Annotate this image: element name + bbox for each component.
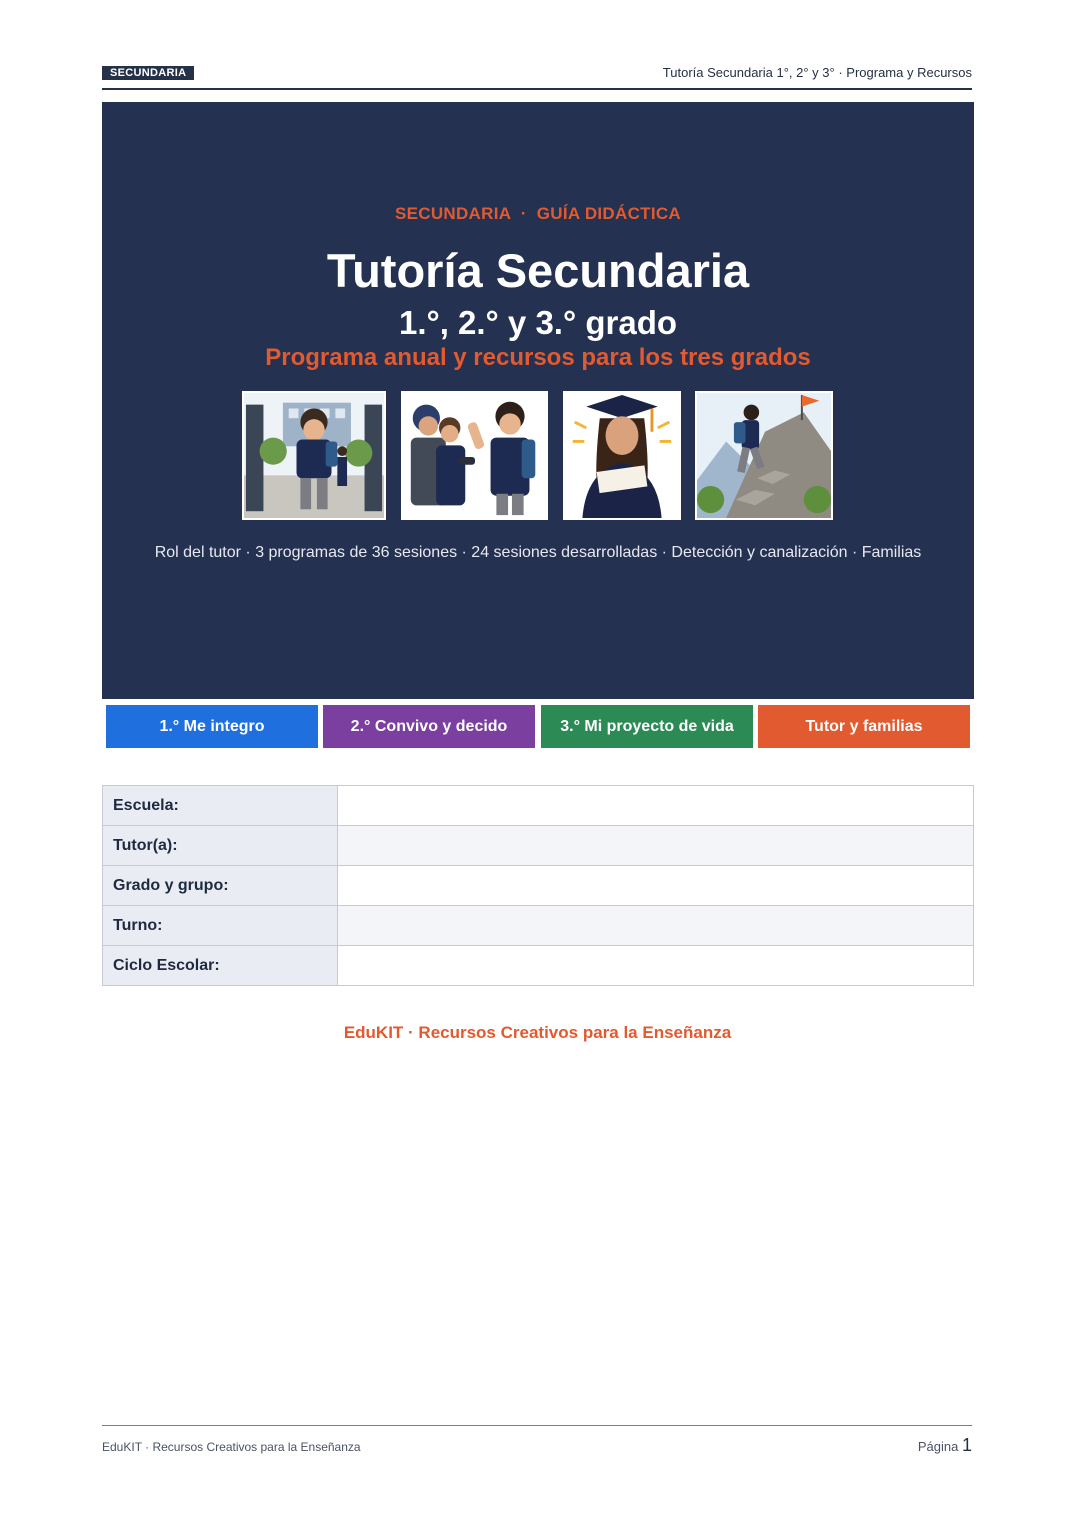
tab-segundo[interactable]: 2.° Convivo y decido — [323, 705, 535, 748]
table-row — [103, 866, 974, 906]
graduate-diploma-image — [563, 391, 681, 520]
cover-kicker: SECUNDARIA · GUÍA DIDÁCTICA — [394, 204, 682, 223]
school-info-table — [102, 785, 974, 986]
page-header — [102, 64, 972, 90]
tab-tercero[interactable]: 3.° Mi proyecto de vida — [541, 705, 753, 748]
tab-tutor-familias[interactable]: Tutor y familias — [758, 705, 970, 748]
header-title: Tutoría Secundaria 1°, 2° y 3° · Programa y Recursos — [662, 65, 972, 80]
page-number — [918, 1435, 972, 1456]
cover-subtitle: Programa anual y recursos para los tres grados — [265, 344, 811, 371]
table-row — [103, 906, 974, 946]
page-label: Página — [917, 1439, 959, 1454]
school-field[interactable] — [338, 786, 974, 826]
cover-panel — [102, 102, 974, 699]
page-number-value: 1 — [961, 1435, 972, 1455]
level-badge: SECUNDARIA — [102, 66, 194, 80]
tab-primero[interactable]: 1.° Me integro — [106, 705, 318, 748]
shift-field[interactable] — [338, 906, 974, 946]
footer-divider — [102, 1425, 972, 1426]
brand-tagline: EduKIT · Recursos Creativos para la Enseñanza — [343, 1023, 732, 1042]
grade-group-label: Grado y grupo: — [103, 866, 338, 906]
tutor-label: Tutor(a): — [103, 826, 338, 866]
student-entering-school-image — [242, 391, 386, 520]
school-year-label: Ciclo Escolar: — [103, 946, 338, 986]
table-row — [103, 826, 974, 866]
table-row — [103, 946, 974, 986]
cover-grades: 1.°, 2.° y 3.° grado — [398, 304, 678, 341]
table-row — [103, 786, 974, 826]
students-high-five-image — [401, 391, 548, 520]
climbing-summit-flag-image — [695, 391, 833, 520]
cover-title: Tutoría Secundaria — [326, 244, 750, 297]
grade-group-field[interactable] — [338, 866, 974, 906]
school-year-field[interactable] — [338, 946, 974, 986]
program-tabs — [106, 705, 970, 748]
shift-label: Turno: — [103, 906, 338, 946]
cover-summary: Rol del tutor · 3 programas de 36 sesiones · 24 sesiones desarrolladas · Detección y canalización · Familias — [154, 544, 922, 561]
tutor-field[interactable] — [338, 826, 974, 866]
school-label: Escuela: — [103, 786, 338, 826]
footer-brand: EduKIT · Recursos Creativos para la Enseñanza — [102, 1440, 361, 1454]
